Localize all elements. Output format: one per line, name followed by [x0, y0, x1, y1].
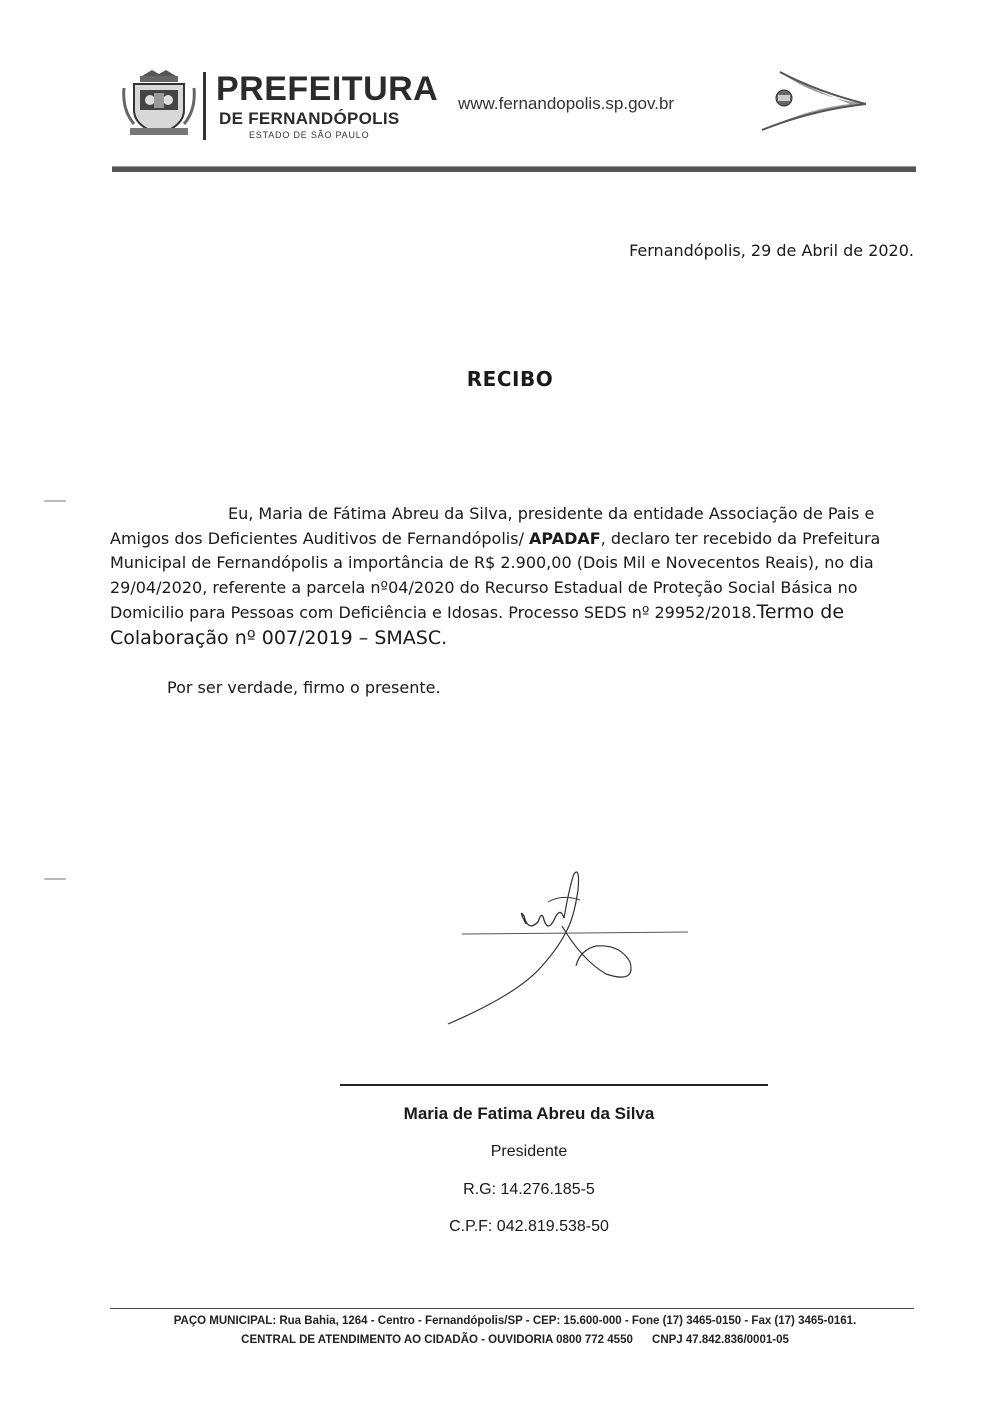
signature-line — [340, 1084, 768, 1086]
municipal-crest-icon — [122, 66, 196, 138]
website-url: www.fernandopolis.sp.gov.br — [458, 94, 675, 113]
paragraph-text-2: , declaro ter recebido da Prefeitura Municipal de Fernandópolis a importância de R$ 2.900,00 (Dois Mil e Novecentos Reais), no dia 29/04/2020, referente a parcela nº04/2020 do Recurso Estadual de Proteção Social Básica no Domicilio para Pessoas com Deficiência e Idosas. Processo SEDS nº 29952/2018. — [110, 528, 881, 622]
brand-state: ESTADO DE SÃO PAULO — [249, 130, 370, 140]
brand-title: PREFEITURA — [216, 70, 439, 108]
margin-mark — [44, 500, 66, 502]
handwritten-signature-icon — [430, 862, 710, 1032]
signatory-cpf: C.P.F: 042.819.538-50 — [449, 1218, 609, 1235]
signatory-role: Presidente — [490, 1143, 568, 1160]
signatory-rg: R.G: 14.276.185-5 — [463, 1181, 595, 1198]
document-date: Fernandópolis, 29 de Abril de 2020. — [629, 241, 914, 260]
footer-rule — [110, 1308, 914, 1309]
header-rule — [112, 166, 916, 172]
brand-subtitle: DE FERNANDÓPOLIS — [219, 109, 400, 128]
footer-contact: CENTRAL DE ATENDIMENTO AO CIDADÃO - OUVIDORIA 0800 772 4550 CNPJ 47.842.836/0001-05 — [241, 1334, 789, 1346]
margin-mark — [44, 878, 66, 880]
signatory-name: Maria de Fatima Abreu da Silva — [403, 1104, 655, 1123]
header-divider — [203, 72, 206, 140]
paragraph-text-3: Termo de Colaboração nº 007/2019 – SMASC. — [110, 601, 845, 649]
closing-statement: Por ser verdade, firmo o presente. — [167, 678, 441, 697]
footer-address: PAÇO MUNICIPAL: Rua Bahia, 1264 - Centro - Fernandópolis/SP - CEP: 15.600-000 - Fone (17) 3465-0150 - Fax (17) 3465-0161. — [173, 1315, 857, 1327]
arrow-logo-icon — [756, 68, 868, 138]
entity-acronym: APADAF — [529, 528, 601, 548]
paragraph-text-1: Eu, Maria de Fátima Abreu da Silva, presidente da entidade Associação de Pais e Amigos dos Deficientes Auditivos de Fernandópolis/ — [110, 504, 875, 548]
document-title: RECIBO — [466, 367, 554, 391]
receipt-paragraph — [110, 502, 885, 651]
